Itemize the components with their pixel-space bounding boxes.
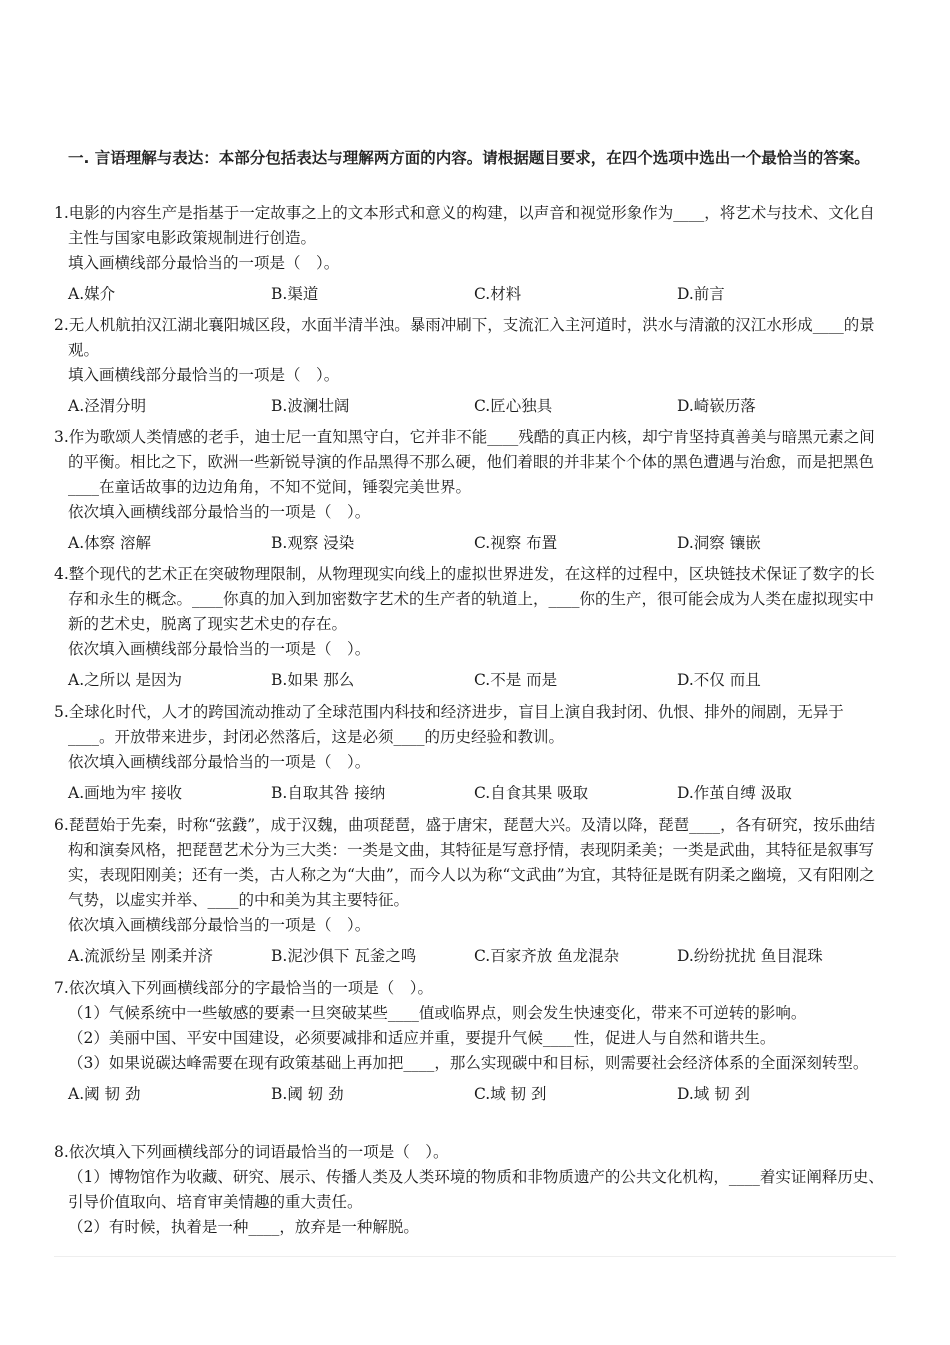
option-c[interactable]: C.域 韧 刭 [474, 1085, 547, 1103]
option-a[interactable]: A.之所以 是因为 [68, 671, 183, 689]
option-d[interactable]: D.纷纷扰扰 鱼目混珠 [677, 947, 823, 965]
option-d[interactable]: D.崎嵚历落 [677, 397, 756, 415]
question-prompt: 依次填入画横线部分最恰当的一项是（ ）。 [68, 640, 371, 658]
option-a[interactable]: A.阈 韧 劲 [68, 1085, 141, 1103]
option-d[interactable]: D.域 韧 刭 [677, 1085, 751, 1103]
option-row [54, 944, 889, 969]
option-d[interactable]: D.不仅 而且 [677, 671, 761, 689]
question-5 [54, 700, 889, 806]
question-stem: 2.无人机航拍汉江湖北襄阳城区段，水面半清半浊。暴雨冲刷下，支流汇入主河道时，洪水与清澈的汉江水形成____的景观。 [54, 316, 875, 359]
option-c[interactable]: C.材料 [474, 285, 522, 303]
question-7 [54, 976, 889, 1107]
section-title: 一. 言语理解与表达：本部分包括表达与理解两方面的内容。请根据题目要求，在四个选项中选出一个最恰当的答案。 [68, 149, 870, 167]
question-prompt: 填入画横线部分最恰当的一项是（ ）。 [68, 366, 340, 384]
option-c[interactable]: C.匠心独具 [474, 397, 553, 415]
question-stem: 1.电影的内容生产是指基于一定故事之上的文本形式和意义的构建，以声音和视觉形象作为____，将艺术与技术、文化自主性与国家电影政策规制进行创造。 [54, 204, 875, 247]
option-b[interactable]: B.波澜壮阔 [271, 397, 350, 415]
option-b[interactable]: B.自取其咎 接纳 [271, 784, 386, 802]
question-prompt: 依次填入画横线部分最恰当的一项是（ ）。 [68, 916, 371, 934]
option-row [54, 394, 889, 419]
question-8 [54, 1140, 889, 1240]
option-a[interactable]: A.体察 溶解 [68, 534, 152, 552]
question-prompt: 填入画横线部分最恰当的一项是（ ）。 [68, 254, 340, 272]
sub-item: （1）博物馆作为收藏、研究、展示、传播人类及人类环境的物质和非物质遗产的公共文化机构，____着实证阐释历史、引导价值取向、培育审美情趣的重大责任。 [68, 1168, 884, 1211]
option-c[interactable]: C.不是 而是 [474, 671, 558, 689]
question-stem: 7.依次填入下列画横线部分的字最恰当的一项是（ ）。 [54, 979, 434, 997]
question-prompt: 依次填入画横线部分最恰当的一项是（ ）。 [68, 753, 371, 771]
option-row [54, 781, 889, 806]
option-a[interactable]: A.泾渭分明 [68, 397, 147, 415]
question-1 [54, 201, 889, 307]
option-b[interactable]: B.泥沙俱下 瓦釜之鸣 [271, 947, 417, 965]
question-stem: 3.作为歌颂人类情感的老手，迪士尼一直知黑守白，它并非不能____残酷的真正内核，却宁肯坚持真善美与暗黑元素之间的平衡。相比之下，欧洲一些新锐导演的作品黑得不那么硬，他们着眼的并非某个个体的黑色遭遇与治愈，而是把黑色____在童话故事的边边角角，不知不觉间，锤裂完美世界。 [54, 428, 875, 496]
question-3 [54, 425, 889, 556]
option-c[interactable]: C.自食其果 吸取 [474, 784, 589, 802]
option-row [54, 1082, 889, 1107]
option-b[interactable]: B.阈 轫 劲 [271, 1085, 344, 1103]
sub-item: （3）如果说碳达峰需要在现有政策基础上再加把____，那么实现碳中和目标，则需要社会经济体系的全面深刻转型。 [68, 1054, 869, 1072]
option-d[interactable]: D.前言 [677, 285, 725, 303]
option-a[interactable]: A.媒介 [68, 285, 116, 303]
option-b[interactable]: B.渠道 [271, 285, 319, 303]
option-d[interactable]: D.作茧自缚 汲取 [677, 784, 792, 802]
option-c[interactable]: C.百家齐放 鱼龙混杂 [474, 947, 620, 965]
option-c[interactable]: C.视察 布置 [474, 534, 558, 552]
question-prompt: 依次填入画横线部分最恰当的一项是（ ）。 [68, 503, 371, 521]
page-bottom-divider [54, 1256, 896, 1257]
question-stem: 4.整个现代的艺术正在突破物理限制，从物理现实向线上的虚拟世界进发，在这样的过程中，区块链技术保证了数字的长存和永生的概念。____你真的加入到加密数字艺术的生产者的轨道上，____你的生产，很可能会成为人类在虚拟现实中新的艺术史，脱离了现实艺术史的存在。 [54, 565, 875, 633]
option-d[interactable]: D.洞察 镶嵌 [677, 534, 761, 552]
question-stem: 6.琵琶始于先秦，时称“弦鼗”，成于汉魏，曲项琵琶，盛于唐宋，琵琶大兴。及清以降，琵琶____，各有研究，按乐曲结构和演奏风格，把琵琶艺术分为三大类：一类是文曲，其特征是写意抒情，表现阴柔美；一类是武曲，其特征是叙事写实，表现阳刚美；还有一类，古人称之为“大曲”，而今人以为称“文武曲”为宜，其特征是既有阴柔之幽境，又有阳刚之气势，以虚实并举、____的中和美为其主要特征。 [54, 816, 876, 909]
sub-item: （2）有时候，执着是一种____，放弃是一种解脱。 [68, 1218, 419, 1236]
option-row [54, 282, 889, 307]
option-b[interactable]: B.如果 那么 [271, 671, 355, 689]
option-row [54, 668, 889, 693]
question-4 [54, 562, 889, 693]
option-a[interactable]: A.流派纷呈 刚柔并济 [68, 947, 214, 965]
option-b[interactable]: B.观察 浸染 [271, 534, 355, 552]
question-6 [54, 813, 889, 969]
question-stem: 8.依次填入下列画横线部分的词语最恰当的一项是（ ）。 [54, 1143, 449, 1161]
question-2 [54, 313, 889, 419]
sub-item: （1）气候系统中一些敏感的要素一旦突破某些____值或临界点，则会发生快速变化，带来不可逆转的影响。 [68, 1004, 807, 1022]
option-a[interactable]: A.画地为牢 接收 [68, 784, 183, 802]
sub-item: （2）美丽中国、平安中国建设，必须要减排和适应并重，要提升气候____性，促进人与自然和谐共生。 [68, 1029, 776, 1047]
option-row [54, 531, 889, 556]
question-stem: 5.全球化时代，人才的跨国流动推动了全球范围内科技和经济进步，盲目上演自我封闭、仇恨、排外的闹剧，无异于____。开放带来进步，封闭必然落后，这是必须____的历史经验和教训。 [54, 703, 844, 746]
